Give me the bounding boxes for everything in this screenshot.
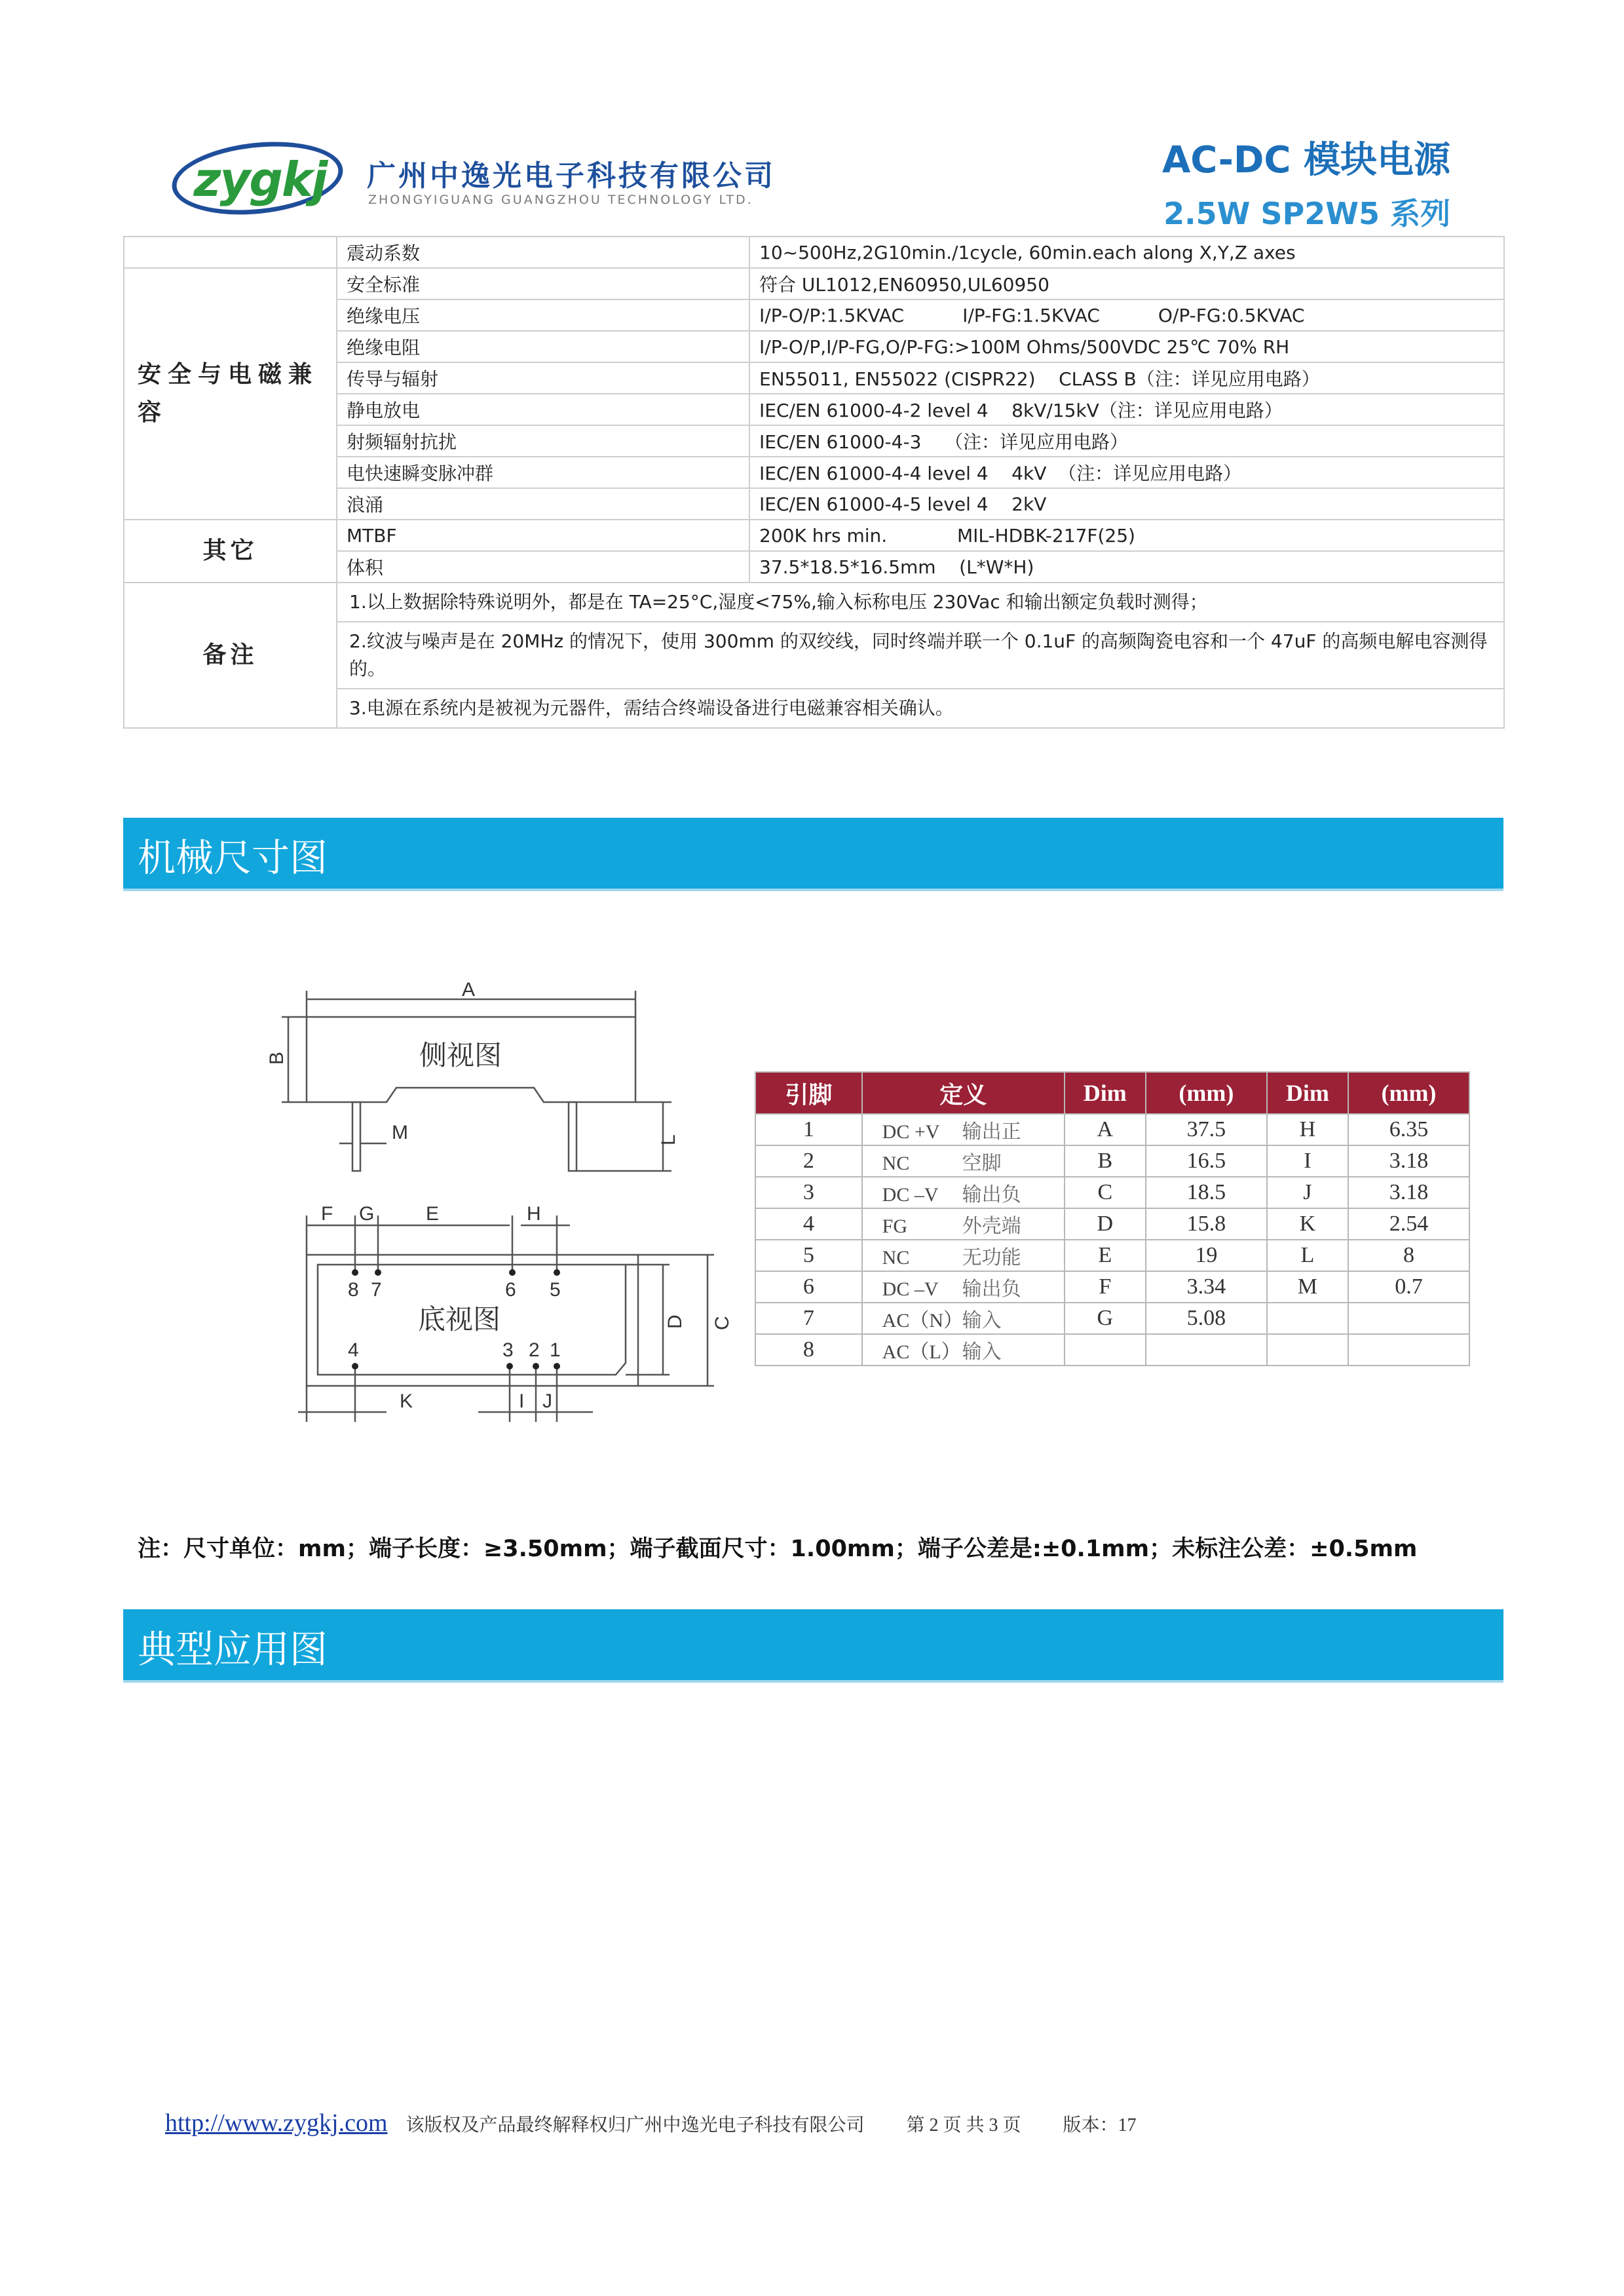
spec-row — [124, 268, 1504, 299]
spec-value: IEC/EN 61000-4-2 level 4 8kV/15kV（注：详见应用电路） — [749, 394, 1504, 425]
dim-cell: M — [1267, 1271, 1348, 1303]
pin-number: 4 — [348, 1339, 359, 1361]
spec-value: 符合 UL1012,EN60950,UL60950 — [749, 268, 1504, 299]
dim-letter: I — [519, 1390, 525, 1412]
dim-cell: F — [1065, 1271, 1146, 1303]
spec-category-other: 其它 — [124, 520, 337, 583]
pin-number: 3 — [502, 1339, 514, 1361]
dim-cell: A — [1065, 1114, 1146, 1145]
copyright-text: 该版权及产品最终解释权归广州中逸光电子科技有限公司 — [406, 2115, 865, 2135]
spec-label: 静电放电 — [337, 394, 749, 425]
spec-label: 浪涌 — [337, 488, 749, 520]
column-header: Dim — [1065, 1072, 1146, 1114]
definition-signal: FG — [882, 1215, 908, 1237]
dim-cell — [1267, 1334, 1348, 1366]
table-row — [755, 1145, 1469, 1177]
pin-number: 2 — [529, 1339, 540, 1361]
spec-label: 传导与辐射 — [337, 362, 749, 394]
spec-table — [123, 236, 1505, 729]
spec-label: MTBF — [337, 520, 749, 551]
definition-desc: 输出正 — [962, 1121, 1021, 1143]
dim-letter: F — [321, 1203, 333, 1225]
dim-cell: I — [1267, 1145, 1348, 1177]
footer — [165, 2109, 1137, 2137]
table-row — [755, 1334, 1469, 1366]
mm-cell — [1146, 1334, 1267, 1366]
dim-letter: E — [426, 1203, 440, 1225]
dim-cell: B — [1065, 1145, 1146, 1177]
company-name-en: ZHONGYIGUANG GUANGZHOU TECHNOLOGY LTD. — [368, 193, 753, 207]
pin-number: 1 — [550, 1339, 561, 1361]
pin-cell: 3 — [755, 1177, 862, 1208]
pin-cell: 5 — [755, 1240, 862, 1271]
table-row — [755, 1208, 1469, 1240]
definition-desc: 输入 — [962, 1341, 1002, 1363]
pin-cell: 2 — [755, 1145, 862, 1177]
dim-cell: J — [1267, 1177, 1348, 1208]
spec-label: 震动系数 — [337, 237, 749, 268]
definition-signal: DC –V — [882, 1278, 939, 1300]
mm-cell: 5.08 — [1146, 1303, 1267, 1334]
dim-letter: B — [266, 1051, 288, 1065]
side-view-label: 侧视图 — [419, 1039, 502, 1071]
dimension-note: 注：尺寸单位：mm；端子长度：≥3.50mm；端子截面尺寸：1.00mm；端子公差是:±0.1mm；未标注公差：±0.5mm — [138, 1536, 1418, 1562]
definition-desc: 空脚 — [962, 1153, 1002, 1174]
product-title: AC-DC 模块电源 — [1161, 139, 1450, 182]
spec-value: 10~500Hz,2G10min./1cycle, 60min.each along X,Y,Z axes — [749, 237, 1504, 268]
column-header: (mm) — [1348, 1072, 1469, 1114]
spec-category-remarks: 备注 — [124, 583, 337, 728]
pin-cell: 8 — [755, 1334, 862, 1366]
dim-letter: G — [359, 1203, 375, 1225]
mm-cell: 3.18 — [1348, 1145, 1469, 1177]
definition-cell — [862, 1177, 1065, 1208]
spec-value: I/P-O/P,I/P-FG,O/P-FG:>100M Ohms/500VDC 25℃ 70% RH — [749, 331, 1504, 362]
pin-cell: 4 — [755, 1208, 862, 1240]
definition-cell — [862, 1114, 1065, 1145]
dim-cell: L — [1267, 1240, 1348, 1271]
pin-number: 5 — [550, 1279, 561, 1301]
table-row — [755, 1271, 1469, 1303]
pin-definition-table — [755, 1071, 1470, 1366]
dim-cell — [1267, 1303, 1348, 1334]
page-number: 第 2 页 共 3 页 — [906, 2115, 1021, 2135]
bottom-view-label: 底视图 — [418, 1303, 501, 1335]
product-series: 2.5W SP2W5 系列 — [1163, 196, 1450, 231]
remark-text: 2.纹波与噪声是在 20MHz 的情况下，使用 300mm 的双绞线，同时终端并联一个 0.1uF 的高频陶瓷电容和一个 47uF 的高频电解电容测得的。 — [337, 622, 1504, 689]
mm-cell: 3.34 — [1146, 1271, 1267, 1303]
definition-desc: 输出负 — [962, 1184, 1021, 1206]
dim-letter: L — [658, 1134, 679, 1145]
mm-cell: 18.5 — [1146, 1177, 1267, 1208]
definition-cell — [862, 1208, 1065, 1240]
mm-cell: 6.35 — [1348, 1114, 1469, 1145]
definition-cell — [862, 1240, 1065, 1271]
definition-signal: DC +V — [882, 1121, 940, 1143]
mm-cell: 2.54 — [1348, 1208, 1469, 1240]
dim-letter: C — [711, 1316, 733, 1330]
mm-cell: 3.18 — [1348, 1177, 1469, 1208]
spec-category-blank — [124, 237, 337, 268]
pin-number: 6 — [505, 1279, 516, 1301]
spec-value: 200K hrs min. MIL-HDBK-217F(25) — [749, 520, 1504, 551]
spec-label: 电快速瞬变脉冲群 — [337, 457, 749, 488]
spec-label: 安全标准 — [337, 268, 749, 299]
spec-category-safety-emc: 安全与电磁兼容 — [124, 268, 337, 520]
mm-cell: 16.5 — [1146, 1145, 1267, 1177]
column-header: 定义 — [862, 1072, 1065, 1114]
version-text: 版本：17 — [1063, 2115, 1137, 2135]
table-row — [755, 1114, 1469, 1145]
definition-signal: NC — [882, 1247, 910, 1269]
mm-cell: 8 — [1348, 1240, 1469, 1271]
dim-cell: C — [1065, 1177, 1146, 1208]
dim-cell: K — [1267, 1208, 1348, 1240]
pin-cell: 6 — [755, 1271, 862, 1303]
spec-value: EN55011, EN55022 (CISPR22) CLASS B（注：详见应用电路） — [749, 362, 1504, 394]
company-logo: zygkj — [193, 152, 327, 207]
spec-row — [124, 520, 1504, 551]
section-bar-application — [123, 1609, 1503, 1680]
definition-desc: 输出负 — [962, 1278, 1021, 1300]
pin-cell: 7 — [755, 1303, 862, 1334]
dim-letter: A — [462, 979, 476, 1001]
spec-value: IEC/EN 61000-4-5 level 4 2kV — [749, 488, 1504, 520]
definition-signal: DC –V — [882, 1184, 939, 1206]
table-row — [755, 1303, 1469, 1334]
definition-signal: AC（N） — [882, 1310, 964, 1331]
spec-label: 体积 — [337, 551, 749, 583]
spec-label: 射频辐射抗扰 — [337, 425, 749, 457]
dim-letter: J — [542, 1390, 552, 1412]
spec-value: IEC/EN 61000-4-4 level 4 4kV （注：详见应用电路） — [749, 457, 1504, 488]
side-view-pin — [352, 1102, 360, 1171]
table-row — [755, 1240, 1469, 1271]
definition-desc: 输入 — [962, 1310, 1002, 1331]
column-header: 引脚 — [755, 1072, 862, 1114]
dim-cell: G — [1065, 1303, 1146, 1334]
definition-desc: 外壳端 — [962, 1215, 1021, 1237]
dim-cell: H — [1267, 1114, 1348, 1145]
mechanical-drawing — [262, 963, 734, 1428]
dim-cell: D — [1065, 1208, 1146, 1240]
table-row — [755, 1177, 1469, 1208]
mm-cell — [1348, 1334, 1469, 1366]
mm-cell — [1348, 1303, 1469, 1334]
definition-cell — [862, 1145, 1065, 1177]
dim-letter: M — [392, 1122, 408, 1143]
remark-text: 1.以上数据除特殊说明外，都是在 TA=25°C,湿度<75%,输入标称电压 230Vac 和输出额定负载时测得； — [337, 583, 1504, 622]
mm-cell: 15.8 — [1146, 1208, 1267, 1240]
dim-cell — [1065, 1334, 1146, 1366]
company-name-cn: 广州中逸光电子科技有限公司 — [367, 159, 776, 193]
spec-value: I/P-O/P:1.5KVAC I/P-FG:1.5KVAC O/P-FG:0.5KVAC — [749, 299, 1504, 331]
definition-desc: 无功能 — [962, 1247, 1021, 1269]
definition-signal: NC — [882, 1153, 910, 1174]
dim-cell: E — [1065, 1240, 1146, 1271]
pin-table-header — [755, 1072, 1469, 1114]
dim-letter: D — [664, 1314, 686, 1329]
spec-value: 37.5*18.5*16.5mm (L*W*H) — [749, 551, 1504, 583]
section-bar-mechanical — [123, 818, 1503, 889]
website-link[interactable]: http://www.zygkj.com — [165, 2109, 388, 2137]
spec-label: 绝缘电阻 — [337, 331, 749, 362]
pin-number: 7 — [371, 1279, 382, 1301]
remark-text: 3.电源在系统内是被视为元器件，需结合终端设备进行电磁兼容相关确认。 — [337, 689, 1504, 728]
section-title: 典型应用图 — [138, 1627, 328, 1672]
spec-value: IEC/EN 61000-4-3 （注：详见应用电路） — [749, 425, 1504, 457]
pin-cell: 1 — [755, 1114, 862, 1145]
mm-cell: 37.5 — [1146, 1114, 1267, 1145]
column-header: Dim — [1267, 1072, 1348, 1114]
spec-label: 绝缘电压 — [337, 299, 749, 331]
mm-cell: 19 — [1146, 1240, 1267, 1271]
dim-letter: H — [527, 1203, 541, 1225]
dim-letter: K — [400, 1390, 413, 1412]
definition-signal: AC（L） — [882, 1341, 961, 1363]
side-view-pin — [569, 1102, 576, 1171]
spec-row — [124, 237, 1504, 268]
definition-cell — [862, 1334, 1065, 1366]
mm-cell: 0.7 — [1348, 1271, 1469, 1303]
section-title: 机械尺寸图 — [138, 835, 328, 880]
pin-number: 8 — [348, 1279, 359, 1301]
column-header: (mm) — [1146, 1072, 1267, 1114]
definition-cell — [862, 1303, 1065, 1334]
definition-cell — [862, 1271, 1065, 1303]
spec-row — [124, 583, 1504, 622]
